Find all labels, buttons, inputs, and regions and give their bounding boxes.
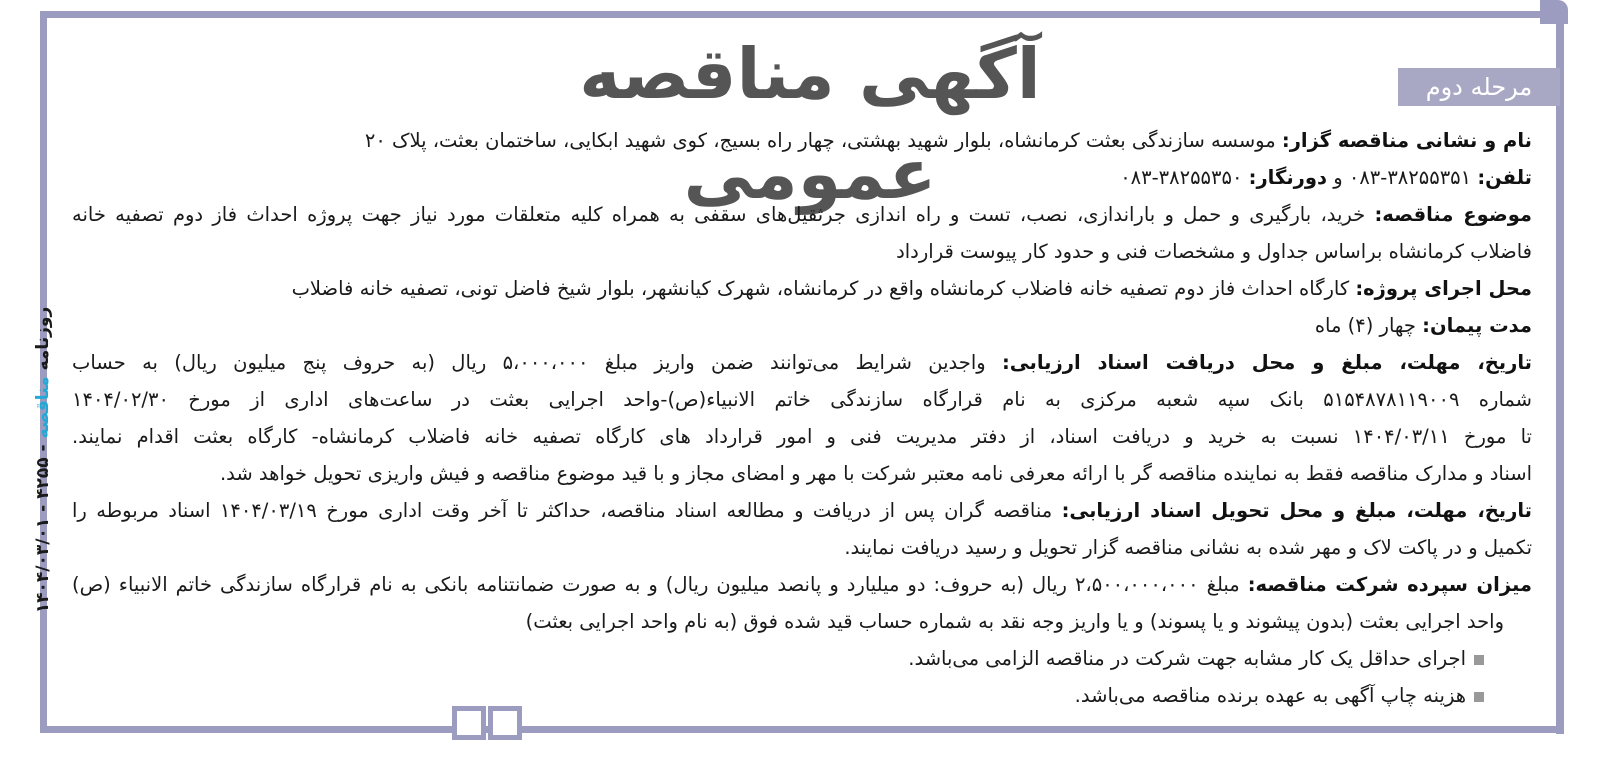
deposit-text: مبلغ ۲،۵۰۰،۰۰۰،۰۰۰ ریال (به حروف: دو میلیارد و پانصد میلیون ریال) و به صورت ضمانتنامه بانکی به نام قرارگاه سازندگی خاتم الانبیاء (ص) — [72, 573, 1248, 596]
fax-label: دورنگار: — [1248, 166, 1328, 189]
subject-label: موضوع مناقصه: — [1374, 203, 1532, 226]
receive-docs-text: واجدین شرایط می‌توانند ضمن واریز مبلغ ۵،۰۰۰،۰۰۰ ریال (به حروف پنج میلیون ریال) به حساب — [72, 351, 1002, 374]
bullet-item-cost — [72, 677, 1532, 714]
side-label-suffix: - ۴۲۵۵ - ۱۴۰۴/۰۳/۰۱ — [33, 444, 53, 614]
ad-body — [72, 122, 1532, 714]
frame-right-bar — [1556, 14, 1564, 734]
stage-tag: مرحله دوم — [1398, 68, 1560, 106]
phone-number: ۳۸۲۵۵۳۵۱-۰۸۳ و — [1327, 166, 1478, 189]
tenderer-line — [72, 122, 1532, 159]
bullet-item-experience — [72, 640, 1532, 677]
account-line — [72, 381, 1532, 418]
deposit-line-cont — [72, 603, 1532, 640]
duration-label: مدت پیمان: — [1422, 314, 1532, 337]
fax-number: ۳۸۲۵۵۳۵۰-۰۸۳ — [1120, 166, 1249, 189]
phone-label: تلفن: — [1477, 166, 1532, 189]
subject-text-cont: فاضلاب کرمانشاه براساس جداول و مشخصات فنی و حدود کار پیوست قرارداد — [896, 240, 1532, 263]
frame-bottom-tab-right — [488, 706, 522, 740]
receive-docs-line — [72, 344, 1532, 381]
receive-docs-label: تاریخ، مهلت، مبلغ و محل دریافت اسناد ارزیابی: — [1002, 351, 1532, 374]
location-label: محل اجرای پروژه: — [1355, 277, 1532, 300]
purchase-date-text: تا مورخ ۱۴۰۴/۰۳/۱۱ نسبت به خرید و دریافت اسناد، از دفتر مدیریت فنی و امور قرارداد های کارگاه تصفیه خانه فاضلاب کرمانشاه- کارگاه بعثت اقدام نمایند. — [72, 425, 1532, 448]
submit-docs-text-cont: تکمیل و در پاکت لاک و مهر شده به نشانی مناقصه گزار تحویل و رسید دریافت نمایند. — [844, 536, 1532, 559]
frame-corner — [1540, 0, 1568, 24]
deposit-label: میزان سپرده شرکت مناقصه: — [1247, 573, 1532, 596]
submit-docs-label: تاریخ، مهلت، مبلغ و محل تحویل اسناد ارزیابی: — [1061, 499, 1532, 522]
bullet-cost-text: هزینه چاپ آگهی به عهده برنده مناقصه می‌باشد. — [1074, 684, 1466, 707]
purchase-date-line — [72, 418, 1532, 455]
subject-text: خرید، بارگیری و حمل و باراندازی، نصب، تست و راه اندازی جرثقیل‌های سقفی به همراه کلیه متعلقات مورد نیاز جهت پروژه احداث فاز دوم تصفیه خانه — [72, 203, 1375, 226]
side-label-prefix: روزنامه — [33, 306, 53, 371]
tenderer-label: نام و نشانی مناقصه گزار: — [1281, 129, 1532, 152]
side-newspaper-label — [28, 300, 58, 620]
tenderer-address: موسسه سازندگی بعثت کرمانشاه، بلوار شهید بهشتی، چهار راه بسیج، کوی شهید ابکایی، ساختمان بعثت، پلاک ۲۰ — [364, 129, 1282, 152]
location-text: کارگاه احداث فاز دوم تصفیه خانه فاضلاب کرمانشاه واقع در کرمانشاه، شهرک کیانشهر، بلوار شیخ فاضل تونی، تصفیه خانه فاضلاب — [291, 277, 1356, 300]
frame-bottom-tab-left — [452, 706, 486, 740]
account-text: شماره ۵۱۵۴۸۷۸۱۱۹۰۰۹ بانک سپه شعبه مرکزی به نام قرارگاه سازندگی خاتم الانبیاء(ص)-واحد اجرایی بعثت در ساعت‌های اداری از مورخ ۱۴۰۴/۰۲/۳۰ — [72, 388, 1532, 411]
delivery-terms-line — [72, 455, 1532, 492]
submit-docs-text: مناقصه گران پس از دریافت و مطالعه اسناد مناقصه، حداکثر تا آخر وقت اداری مورخ ۱۴۰۴/۰۳/۱۹ اسناد مربوطه را — [72, 499, 1062, 522]
location-line — [72, 270, 1532, 307]
square-bullet-icon — [1474, 692, 1484, 702]
phone-line — [72, 159, 1532, 196]
deposit-line — [72, 566, 1532, 603]
ad-title: آگهی مناقصه عمومی — [579, 33, 1041, 215]
subject-line-cont — [72, 233, 1532, 270]
submit-docs-line-cont — [72, 529, 1532, 566]
side-label-brand: مناقصه — [33, 376, 53, 439]
deposit-text-cont: واحد اجرایی بعثت (بدون پیشوند و یا پسوند) و یا واریز وجه نقد به شماره حساب قید شده فوق (به نام واحد اجرایی بعثت) — [525, 610, 1504, 633]
submit-docs-line — [72, 492, 1532, 529]
delivery-terms-text: اسناد و مدارک مناقصه فقط به نماینده مناقصه گر با ارائه معرفی نامه معتبر شرکت با مهر و امضای مجاز و با قید موضوع مناقصه و فیش واریزی تحویل خواهد شد. — [219, 462, 1532, 485]
duration-text: چهار (۴) ماه — [1314, 314, 1423, 337]
square-bullet-icon — [1474, 655, 1484, 665]
duration-line — [72, 307, 1532, 344]
bullet-experience-text: اجرای حداقل یک کار مشابه جهت شرکت در مناقصه الزامی می‌باشد. — [908, 647, 1466, 670]
subject-line — [72, 196, 1532, 233]
